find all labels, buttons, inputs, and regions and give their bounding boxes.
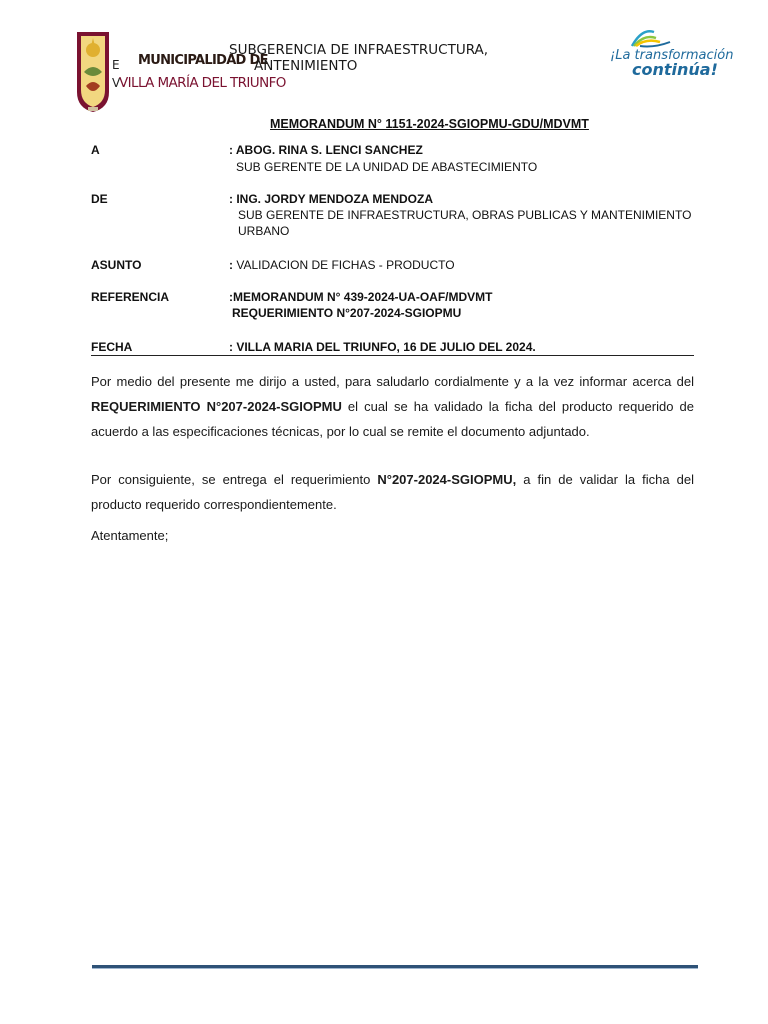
- to-role: SUB GERENTE DE LA UNIDAD DE ABASTECIMIENTO: [236, 160, 538, 174]
- office-name-line1: SUBGERENCIA DE INFRAESTRUCTURA,: [229, 42, 489, 58]
- slogan-line1: ¡La transformación: [610, 48, 734, 63]
- body-p2-bold: N°207-2024-SGIOPMU,: [377, 472, 517, 487]
- subject-colon: :: [229, 258, 233, 272]
- header-divider: [91, 355, 694, 356]
- slogan-line2: continúa!: [632, 60, 718, 79]
- closing-text: Atentamente;: [91, 528, 169, 543]
- subject-value: [229, 258, 455, 272]
- subject-label: ASUNTO: [91, 258, 142, 272]
- municipality-name-line2: VILLA MARÍA DEL TRIUNFO: [119, 75, 286, 91]
- memo-title: MEMORANDUM N° 1151-2024-SGIOPMU-GDU/MDVMT: [270, 117, 589, 131]
- footer-divider: [92, 965, 698, 969]
- to-label: A: [91, 143, 100, 157]
- body-paragraph-2: [91, 467, 694, 517]
- header-stray-letter: V: [112, 76, 121, 90]
- municipality-name-line1: MUNICIPALIDAD DE: [138, 53, 268, 68]
- from-role-line2: URBANO: [238, 224, 290, 238]
- header-stray-letter: E: [112, 58, 120, 72]
- body-paragraph-1: [91, 369, 694, 444]
- from-role-line1: SUB GERENTE DE INFRAESTRUCTURA, OBRAS PUBLICAS Y MANTENIMIENTO: [238, 208, 692, 222]
- body-p2-text: Por consiguiente, se entrega el requerimiento: [91, 472, 378, 487]
- date-label: FECHA: [91, 340, 133, 354]
- body-p1-bold: REQUERIMIENTO N°207-2024-SGIOPMU: [91, 399, 342, 414]
- body-p1-text-end: el cual se ha validado la ficha del producto requerido de acuerdo a las especificaciones técnicas, por lo cual se remite el documento adjuntado.: [91, 399, 694, 439]
- to-name: : ABOG. RINA S. LENCI SANCHEZ: [229, 143, 423, 157]
- slogan-logo: [606, 24, 748, 84]
- date-value: : VILLA MARIA DEL TRIUNFO, 16 DE JULIO DEL 2024.: [229, 340, 536, 354]
- office-name-line2: ANTENIMIENTO: [254, 58, 358, 74]
- body-p2-text-end: a fin de validar la ficha del producto requerido correspondientemente.: [91, 472, 694, 512]
- subject-text: VALIDACION DE FICHAS - PRODUCTO: [233, 258, 455, 272]
- reference-label: REFERENCIA: [91, 290, 170, 304]
- body-p1-text: Por medio del presente me dirijo a usted, para saludarlo cordialmente y a la vez informar acerca del: [91, 374, 694, 389]
- municipality-crest-logo: [74, 28, 112, 114]
- book-swoosh-icon: [620, 24, 680, 50]
- from-label: DE: [91, 192, 108, 206]
- from-name: : ING. JORDY MENDOZA MENDOZA: [229, 192, 434, 206]
- reference-line1: :MEMORANDUM N° 439-2024-UA-OAF/MDVMT: [229, 290, 493, 304]
- reference-line2: REQUERIMIENTO N°207-2024-SGIOPMU: [232, 306, 462, 320]
